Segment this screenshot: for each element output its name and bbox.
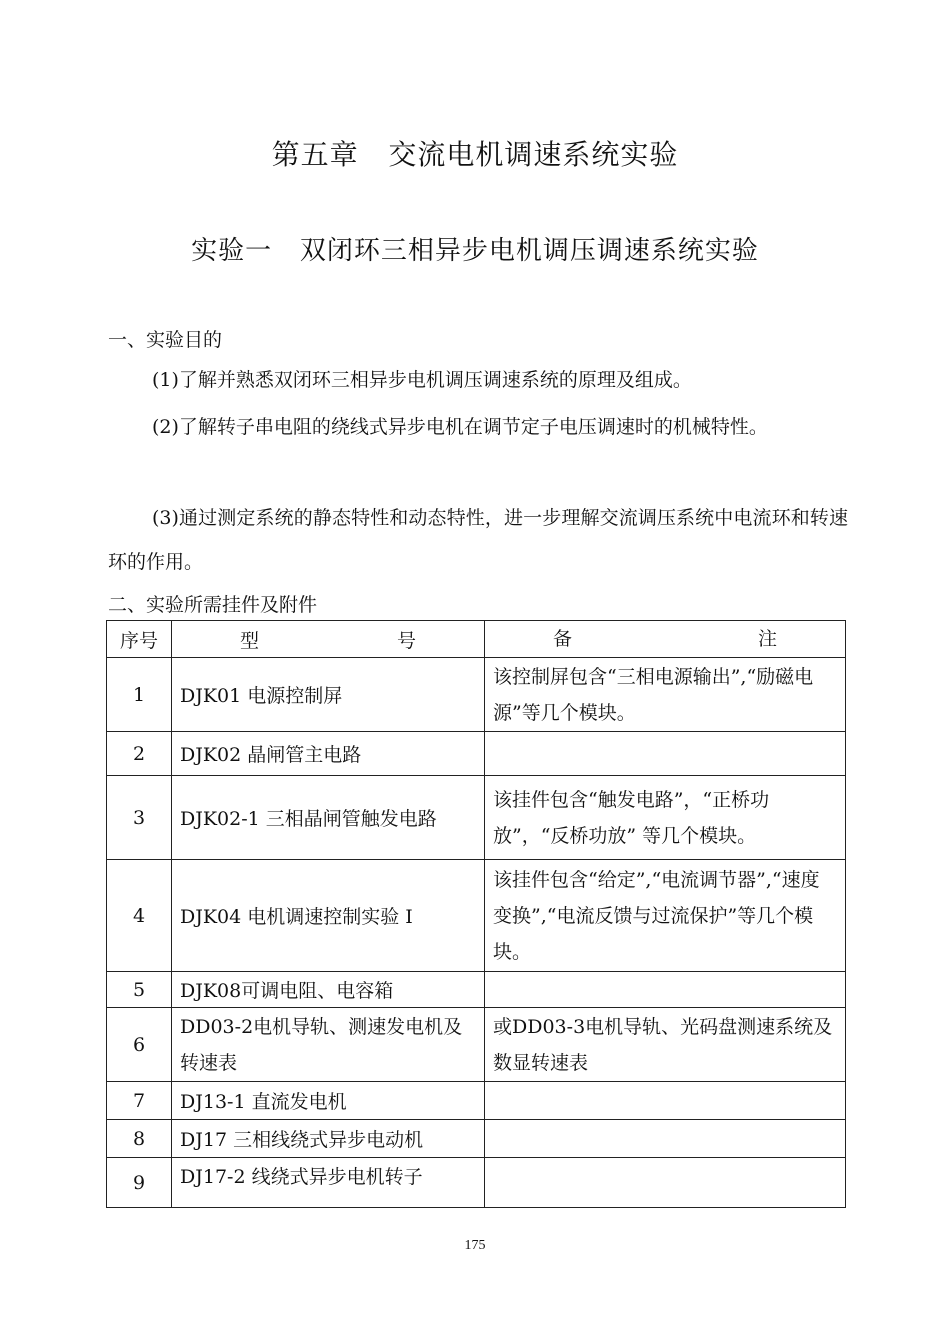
chapter-title: 第五章 交流电机调速系统实验 <box>271 138 679 171</box>
row-no: 8 <box>107 1120 172 1158</box>
table-row <box>107 1008 846 1082</box>
experiment-title: 实验一 双闭环三相异步电机调压调速系统实验 <box>191 236 759 266</box>
row-model: DJ17-2 线绕式异步电机转子 <box>172 1158 485 1208</box>
row-note <box>485 972 846 1008</box>
row-no: 1 <box>107 658 172 732</box>
table-row <box>107 776 846 860</box>
row-model: DJK02 晶闸管主电路 <box>172 732 485 776</box>
header-note-char-1: 备 <box>553 628 573 650</box>
row-note: 该控制屏包含“三相电源输出”,“励磁电源”等几个模块。 <box>485 658 846 732</box>
table-row <box>107 972 846 1008</box>
table-row <box>107 1082 846 1120</box>
table-header-row <box>107 621 846 658</box>
row-no: 9 <box>107 1158 172 1208</box>
row-model: DJ17 三相线绕式异步电动机 <box>172 1120 485 1158</box>
section-heading-equipment: 二、实验所需挂件及附件 <box>108 594 318 616</box>
objective-item-3: (3)通过测定系统的静态特性和动态特性，进一步理解交流调压系统中电流环和转速环的作用。 <box>108 507 848 573</box>
header-model-char-2: 号 <box>396 629 416 652</box>
row-no: 6 <box>107 1008 172 1082</box>
row-note <box>485 1082 846 1120</box>
table-row <box>107 658 846 732</box>
row-note: 该挂件包含“触发电路”，“正桥功放”，“反桥功放” 等几个模块。 <box>485 776 846 860</box>
row-note <box>485 1120 846 1158</box>
row-model: DJK04 电机调速控制实验 I <box>172 860 485 972</box>
table-row <box>107 1120 846 1158</box>
row-note <box>485 732 846 776</box>
header-model-char-1: 型 <box>240 629 260 652</box>
row-note: 或DD03-3电机导轨、光码盘测速系统及数显转速表 <box>485 1008 846 1082</box>
objective-item-1: (1)了解并熟悉双闭环三相异步电机调压调速系统的原理及组成。 <box>152 369 692 391</box>
row-model: DD03-2电机导轨、测速发电机及转速表 <box>172 1008 485 1082</box>
row-no: 3 <box>107 776 172 860</box>
objective-item-2: (2)了解转子串电阻的绕线式异步电机在调节定子电压调速时的机械特性。 <box>152 416 768 438</box>
section-heading-objectives: 一、实验目的 <box>108 329 223 351</box>
row-note <box>485 1158 846 1208</box>
header-note <box>485 621 846 658</box>
row-model: DJK01 电源控制屏 <box>172 658 485 732</box>
row-model: DJ13-1 直流发电机 <box>172 1082 485 1120</box>
row-no: 2 <box>107 732 172 776</box>
header-no: 序号 <box>107 621 172 658</box>
row-no: 5 <box>107 972 172 1008</box>
table-row <box>107 860 846 972</box>
row-model: DJK08可调电阻、电容箱 <box>172 972 485 1008</box>
page-number: 175 <box>464 1238 486 1253</box>
header-note-char-2: 注 <box>757 628 777 650</box>
table-row <box>107 1158 846 1208</box>
table-row <box>107 732 846 776</box>
equipment-table <box>106 620 846 1208</box>
row-model: DJK02-1 三相晶闸管触发电路 <box>172 776 485 860</box>
row-note: 该挂件包含“给定”,“电流调节器”,“速度变换”,“电流反馈与过流保护”等几个模块。 <box>485 860 846 972</box>
header-model <box>172 621 485 658</box>
row-no: 7 <box>107 1082 172 1120</box>
row-no: 4 <box>107 860 172 972</box>
